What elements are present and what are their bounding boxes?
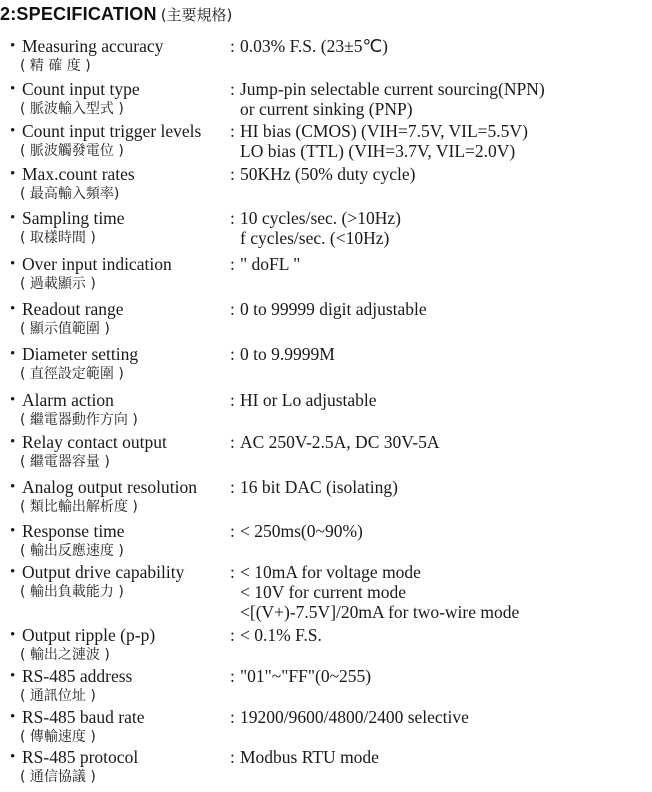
spec-item — [0, 208, 652, 248]
spec-label: Over input indication — [22, 254, 172, 274]
section-title-chinese: (主要規格) — [160, 6, 233, 24]
spec-label-chinese: ( 通信協議 ) — [20, 769, 96, 785]
colon-separator: : — [230, 254, 235, 274]
spec-row — [0, 344, 652, 364]
bullet-icon: • — [10, 709, 16, 725]
spec-label: Readout range — [22, 299, 124, 319]
spec-row — [0, 767, 652, 787]
bullet-icon: • — [10, 523, 16, 539]
spec-value: f cycles/sec. (<10Hz) — [240, 228, 390, 248]
spec-row — [0, 56, 652, 76]
spec-label: Output ripple (p-p) — [22, 625, 156, 645]
spec-label: Count input type — [22, 79, 140, 99]
spec-value: < 10V for current mode — [240, 582, 407, 602]
spec-row — [0, 184, 652, 204]
spec-value: < 250ms(0~90%) — [240, 521, 363, 541]
colon-separator: : — [230, 344, 235, 364]
spec-row — [0, 79, 652, 99]
spec-value: 0 to 9.9999M — [240, 344, 335, 364]
spec-row — [0, 432, 652, 452]
spec-label: Response time — [22, 521, 125, 541]
spec-row — [0, 747, 652, 767]
spec-item — [0, 666, 652, 706]
spec-label-chinese: ( 輸出負載能力 ) — [20, 584, 124, 600]
spec-label-chinese: ( 顯示值範圍 ) — [20, 321, 110, 337]
spec-label: Sampling time — [22, 208, 125, 228]
spec-label: RS-485 protocol — [22, 747, 139, 767]
spec-row — [0, 208, 652, 228]
spec-item — [0, 625, 652, 665]
spec-value: 0.03% F.S. (23±5℃) — [240, 36, 388, 56]
bullet-icon: • — [10, 123, 16, 139]
spec-row — [0, 319, 652, 339]
spec-label: Measuring accuracy — [22, 36, 164, 56]
spec-value: Modbus RTU mode — [240, 747, 379, 767]
spec-label-chinese: ( 脈波觸發電位 ) — [20, 143, 124, 159]
spec-value: HI or Lo adjustable — [240, 390, 377, 410]
spec-row — [0, 562, 652, 582]
colon-separator: : — [230, 432, 235, 452]
bullet-icon: • — [10, 392, 16, 408]
bullet-icon: • — [10, 81, 16, 97]
spec-item — [0, 521, 652, 561]
bullet-icon: • — [10, 434, 16, 450]
colon-separator: : — [230, 625, 235, 645]
spec-label-chinese: ( 繼電器容量 ) — [20, 454, 110, 470]
colon-separator: : — [230, 164, 235, 184]
spec-value: 10 cycles/sec. (>10Hz) — [240, 208, 401, 228]
spec-value: LO bias (TTL) (VIH=3.7V, VIL=2.0V) — [240, 141, 516, 161]
spec-item — [0, 36, 652, 76]
colon-separator: : — [230, 208, 235, 228]
bullet-icon: • — [10, 38, 16, 54]
section-header — [0, 4, 232, 28]
spec-item — [0, 299, 652, 339]
spec-row — [0, 497, 652, 517]
spec-row — [0, 254, 652, 274]
spec-value: < 0.1% F.S. — [240, 625, 322, 645]
spec-row — [0, 727, 652, 747]
spec-label: RS-485 address — [22, 666, 133, 686]
spec-item — [0, 477, 652, 517]
spec-item — [0, 121, 652, 161]
spec-item — [0, 747, 652, 787]
spec-label-chinese: ( 過載顯示 ) — [20, 276, 96, 292]
spec-value: or current sinking (PNP) — [240, 99, 413, 119]
spec-label-chinese: ( 通訊位址 ) — [20, 688, 96, 704]
spec-item — [0, 390, 652, 430]
spec-label-chinese: ( 繼電器動作方向 ) — [20, 412, 138, 428]
colon-separator: : — [230, 747, 235, 767]
spec-label: RS-485 baud rate — [22, 707, 145, 727]
spec-row — [0, 666, 652, 686]
spec-row — [0, 274, 652, 294]
spec-item — [0, 254, 652, 294]
spec-value: < 10mA for voltage mode — [240, 562, 421, 582]
spec-row — [0, 541, 652, 561]
spec-row — [0, 228, 652, 248]
spec-row — [0, 645, 652, 665]
bullet-icon: • — [10, 256, 16, 272]
spec-value: 16 bit DAC (isolating) — [240, 477, 398, 497]
bullet-icon: • — [10, 346, 16, 362]
spec-label: Count input trigger levels — [22, 121, 202, 141]
spec-row — [0, 99, 652, 119]
spec-label: Output drive capability — [22, 562, 185, 582]
spec-row — [0, 121, 652, 141]
spec-row — [0, 477, 652, 497]
bullet-icon: • — [10, 210, 16, 226]
spec-value: Jump-pin selectable current sourcing(NPN) — [240, 79, 545, 99]
spec-value: HI bias (CMOS) (VIH=7.5V, VIL=5.5V) — [240, 121, 528, 141]
spec-value: 0 to 99999 digit adjustable — [240, 299, 427, 319]
spec-row — [0, 452, 652, 472]
spec-item — [0, 707, 652, 747]
spec-item — [0, 432, 652, 472]
colon-separator: : — [230, 562, 235, 582]
spec-value: " doFL " — [240, 254, 301, 274]
spec-item — [0, 164, 652, 204]
spec-value: <[(V+)-7.5V]/20mA for two-wire mode — [240, 602, 520, 622]
spec-row — [0, 141, 652, 161]
bullet-icon: • — [10, 627, 16, 643]
spec-item — [0, 562, 652, 622]
bullet-icon: • — [10, 166, 16, 182]
colon-separator: : — [230, 477, 235, 497]
spec-label-chinese: ( 輸出之漣波 ) — [20, 647, 110, 663]
colon-separator: : — [230, 390, 235, 410]
spec-label-chinese: ( 最高輸入頻率) — [20, 186, 120, 202]
spec-row — [0, 164, 652, 184]
colon-separator: : — [230, 299, 235, 319]
spec-value: "01"~"FF"(0~255) — [240, 666, 372, 686]
colon-separator: : — [230, 36, 235, 56]
spec-label: Relay contact output — [22, 432, 167, 452]
spec-label-chinese: ( 輸出反應速度 ) — [20, 543, 124, 559]
spec-row — [0, 602, 652, 622]
spec-label-chinese: ( 取樣時間 ) — [20, 230, 96, 246]
spec-row — [0, 299, 652, 319]
bullet-icon: • — [10, 479, 16, 495]
bullet-icon: • — [10, 564, 16, 580]
spec-row — [0, 36, 652, 56]
bullet-icon: • — [10, 668, 16, 684]
spec-value: 19200/9600/4800/2400 selective — [240, 707, 469, 727]
colon-separator: : — [230, 521, 235, 541]
spec-label: Alarm action — [22, 390, 114, 410]
spec-row — [0, 686, 652, 706]
spec-label-chinese: ( 直徑設定範圍 ) — [20, 366, 124, 382]
colon-separator: : — [230, 121, 235, 141]
spec-row — [0, 582, 652, 602]
spec-row — [0, 390, 652, 410]
spec-label-chinese: ( 類比輸出解析度 ) — [20, 499, 138, 515]
spec-row — [0, 521, 652, 541]
colon-separator: : — [230, 666, 235, 686]
colon-separator: : — [230, 79, 235, 99]
colon-separator: : — [230, 707, 235, 727]
spec-row — [0, 410, 652, 430]
spec-label: Diameter setting — [22, 344, 139, 364]
spec-row — [0, 364, 652, 384]
bullet-icon: • — [10, 749, 16, 765]
spec-label: Max.count rates — [22, 164, 135, 184]
spec-label: Analog output resolution — [22, 477, 197, 497]
spec-label-chinese: ( 精 確 度 ) — [20, 58, 91, 74]
spec-item — [0, 79, 652, 119]
spec-row — [0, 625, 652, 645]
spec-row — [0, 707, 652, 727]
spec-label-chinese: ( 脈波輸入型式 ) — [20, 101, 124, 117]
section-title: 2:SPECIFICATION — [0, 4, 157, 24]
spec-label-chinese: ( 傳輸速度 ) — [20, 729, 96, 745]
bullet-icon: • — [10, 301, 16, 317]
spec-value: 50KHz (50% duty cycle) — [240, 164, 416, 184]
spec-value: AC 250V-2.5A, DC 30V-5A — [240, 432, 440, 452]
spec-item — [0, 344, 652, 384]
